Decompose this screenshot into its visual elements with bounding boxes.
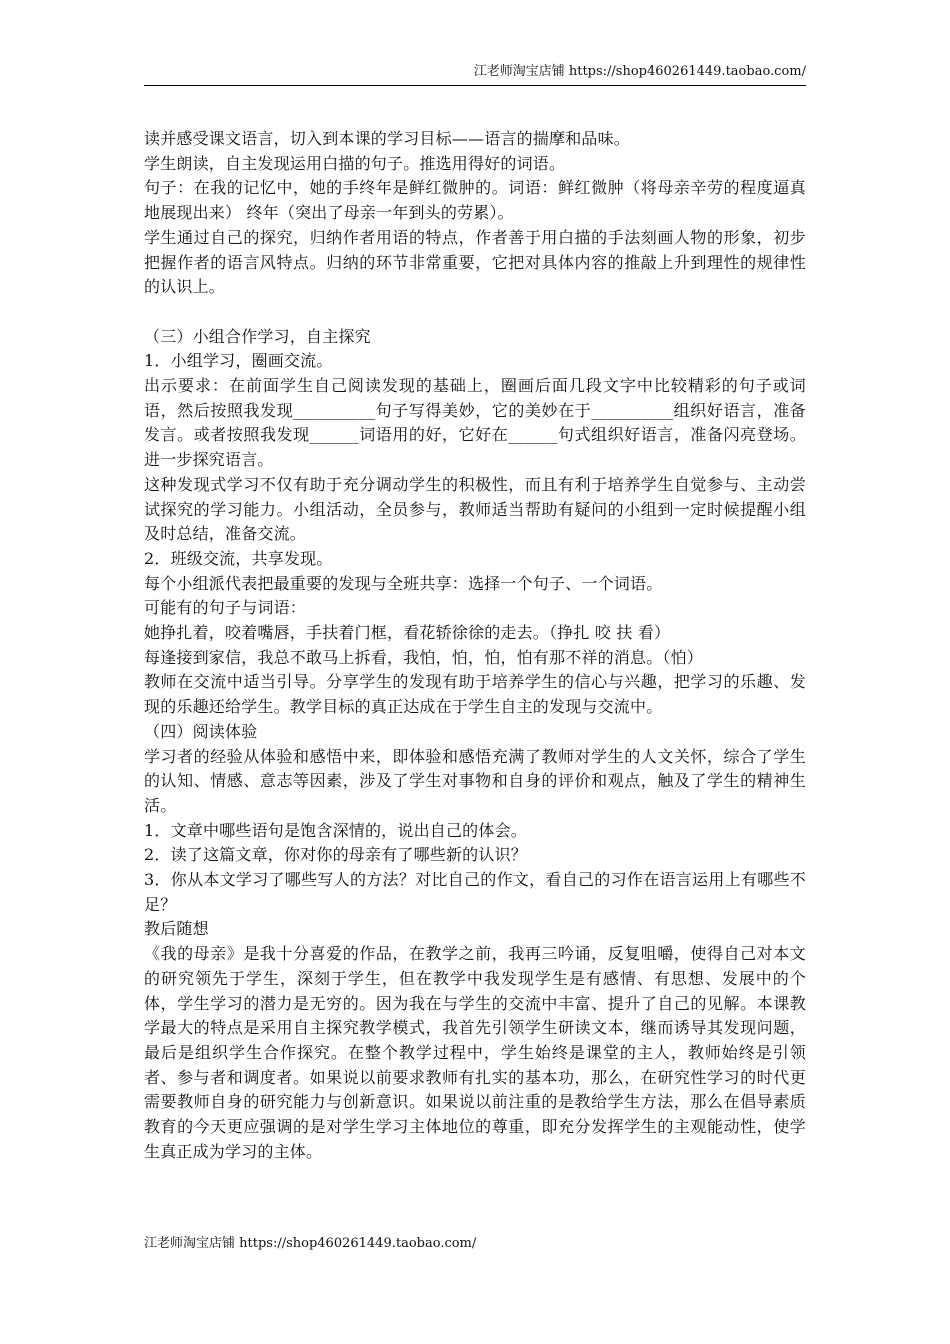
paragraph: 2．班级交流，共享发现。	[144, 548, 333, 568]
paragraph: 3．你从本文学习了哪些写人的方法？对比自己的作文，看自己的习作在语言运用上有哪些不足？	[144, 870, 806, 914]
document-body	[144, 127, 806, 1165]
paragraph: 1．文章中哪些语句是饱含深情的，说出自己的体会。	[144, 820, 527, 840]
paragraph: 可能有的句子与词语：	[144, 598, 307, 618]
header-rule	[144, 85, 806, 86]
paragraph: 学生通过自己的探究，归纳作者用语的特点，作者善于用白描的手法刻画人物的形象，初步把握作者的语言风特点。归纳的环节非常重要，它把对具体内容的推敲上升到理性的规律性的认识上。	[144, 227, 806, 297]
paragraph: 读并感受课文语言，切入到本课的学习目标——语言的揣摩和品味。	[144, 129, 631, 148]
paragraph: 句子：在我的记忆中，她的手终年是鲜红微肿的。词语：鲜红微肿（将母亲辛劳的程度逼真地展现出来） 终年（突出了母亲一年到头的劳累）。	[144, 178, 806, 223]
paragraph: 每个小组派代表把最重要的发现与全班共享：选择一个句子、一个词语。	[144, 573, 663, 593]
paragraph: 出示要求：在前面学生自己阅读发现的基础上，圈画后面几段文字中比较精彩的句子或词语，然后按照我发现__________句子写得美妙，它的美妙在于__________组织好语言，准备发言。或者按照我发现______词语用的好，它好在______句式组织好语言，准备闪亮登场。进一步探究语言。	[144, 376, 806, 470]
paragraph: 1．小组学习，圈画交流。	[144, 351, 333, 371]
blank-line	[144, 300, 806, 325]
paragraph: 她挣扎着，咬着嘴唇，手扶着门框，看花轿徐徐的走去。（挣扎 咬 扶 看）	[144, 623, 671, 643]
section-heading: （三）小组合作学习，自主探究	[144, 326, 371, 346]
paragraph: 教师在交流中适当引导。分享学生的发现有助于培养学生的信心与兴趣，把学习的乐趣、发现的乐趣还给学生。教学目标的真正达成在于学生自主的发现与交流中。	[144, 672, 806, 717]
section-heading: 教后随想	[144, 919, 209, 939]
paragraph: 学生朗读，自主发现运用白描的句子。推选用得好的词语。	[144, 153, 566, 173]
paragraph: 学习者的经验从体验和感悟中来，即体验和感悟充满了教师对学生的人文关怀，综合了学生的认知、情感、意志等因素，涉及了学生对事物和自身的评价和观点，触及了学生的精神生活。	[144, 746, 806, 815]
paragraph: 每逢接到家信，我总不敢马上拆看，我怕，怕，怕，怕有那不祥的消息。（怕）	[144, 647, 704, 667]
paragraph: 《我的母亲》是我十分喜爱的作品，在教学之前，我再三吟诵，反复咀嚼，使得自己对本文的研究领先于学生，深刻于学生，但在教学中我发现学生是有感情、有思想、发展中的个体，学生学习的潜力是无穷的。因为我在与学生的交流中丰富、提升了自己的见解。本课教学最大的特点是采用自主探究教学模式，我首先引领学生研读文本，继而诱导其发现问题，最后是组织学生合作探究。在整个教学过程中，学生始终是课堂的主人，教师始终是引领者、参与者和调度者。如果说以前要求教师有扎实的基本功，那么，在研究性学习的时代更需要教师自身的研究能力与创新意识。如果说以前注重的是教给学生方法，那么在倡导素质教育的今天更应强调的是对学生学习主体地位的尊重，即充分发挥学生的主观能动性，使学生真正成为学习的主体。	[144, 944, 806, 1161]
page-footer: 江老师淘宝店铺 https://shop460261449.taobao.com/	[144, 1236, 477, 1251]
paragraph: 这种发现式学习不仅有助于充分调动学生的积极性，而且有利于培养学生自觉参与、主动尝试探究的学习能力。小组活动，全员参与，教师适当帮助有疑问的小组到一定时候提醒小组及时总结，准备交流。	[144, 474, 806, 544]
section-heading: （四）阅读体验	[144, 721, 258, 741]
paragraph: 2．读了这篇文章，你对你的母亲有了哪些新的认识？	[144, 845, 527, 865]
page-header: 江老师淘宝店铺 https://shop460261449.taobao.com/	[473, 64, 806, 79]
